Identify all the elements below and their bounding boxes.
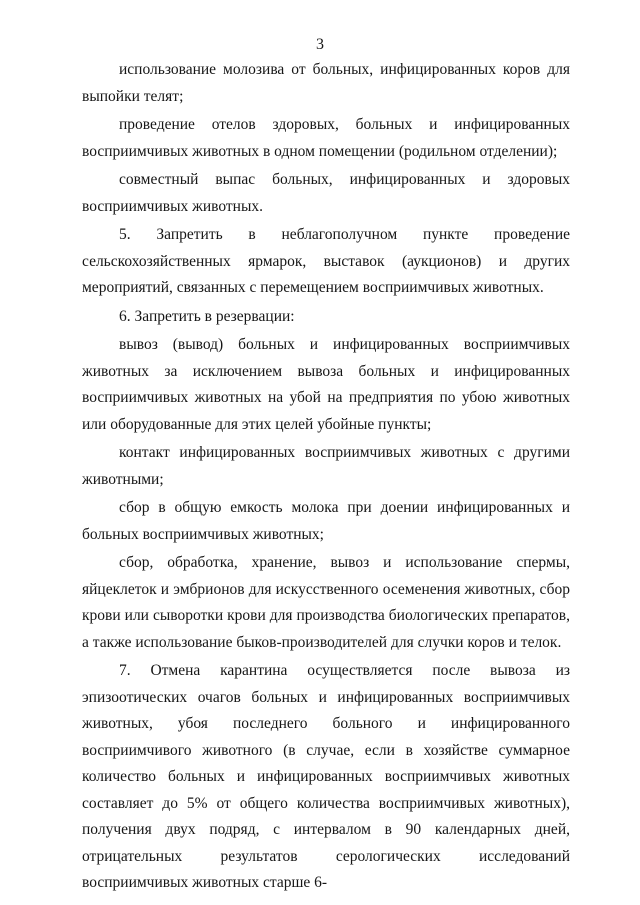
paragraph: вывоз (вывод) больных и инфицированных восприимчивых животных за исключением вывоза больных и инфицированных восприимчивых животных на убой на предприятия по убою животных или оборудованные для этих целей убойные пункты; (82, 336, 570, 433)
paragraph: контакт инфицированных восприимчивых животных с другими животными; (82, 444, 570, 488)
document-body (82, 57, 570, 897)
paragraph: сбор в общую емкость молока при доении инфицированных и больных восприимчивых животных; (82, 499, 570, 543)
page-number: 3 (316, 36, 324, 53)
paragraph: использование молозива от больных, инфицированных коров для выпойки телят; (82, 61, 570, 105)
paragraph: 7. Отмена карантина осуществляется после вывоза из эпизоотических очагов больных и инфицированных восприимчивых животных, убоя последнего больного и инфицированного восприимчивого животного (в случае, если в хозяйстве суммарное количество больных и инфицированных восприимчивых животных составляет до 5% от общего количества восприимчивых животных), получения двух подряд, с интервалом в 90 календарных дней, отрицательных результатов серологических исследований восприимчивых животных старше 6- (82, 662, 570, 891)
paragraph: 6. Запретить в резервации: (119, 307, 295, 325)
paragraph: проведение отелов здоровых, больных и инфицированных восприимчивых животных в одном помещении (родильном отделении); (82, 116, 570, 160)
paragraph: сбор, обработка, хранение, вывоз и использование спермы, яйцеклеток и эмбрионов для искусственного осеменения животных, сбор крови или сыворотки крови для производства биологических препаратов, а также использование быков-производителей для случки коров и телок. (82, 554, 570, 651)
paragraph: совместный выпас больных, инфицированных и здоровых восприимчивых животных. (82, 171, 570, 215)
paragraph: 5. Запретить в неблагополучном пункте проведение сельскохозяйственных ярмарок, выставок (аукционов) и других мероприятий, связанных с перемещением восприимчивых животных. (82, 226, 570, 296)
